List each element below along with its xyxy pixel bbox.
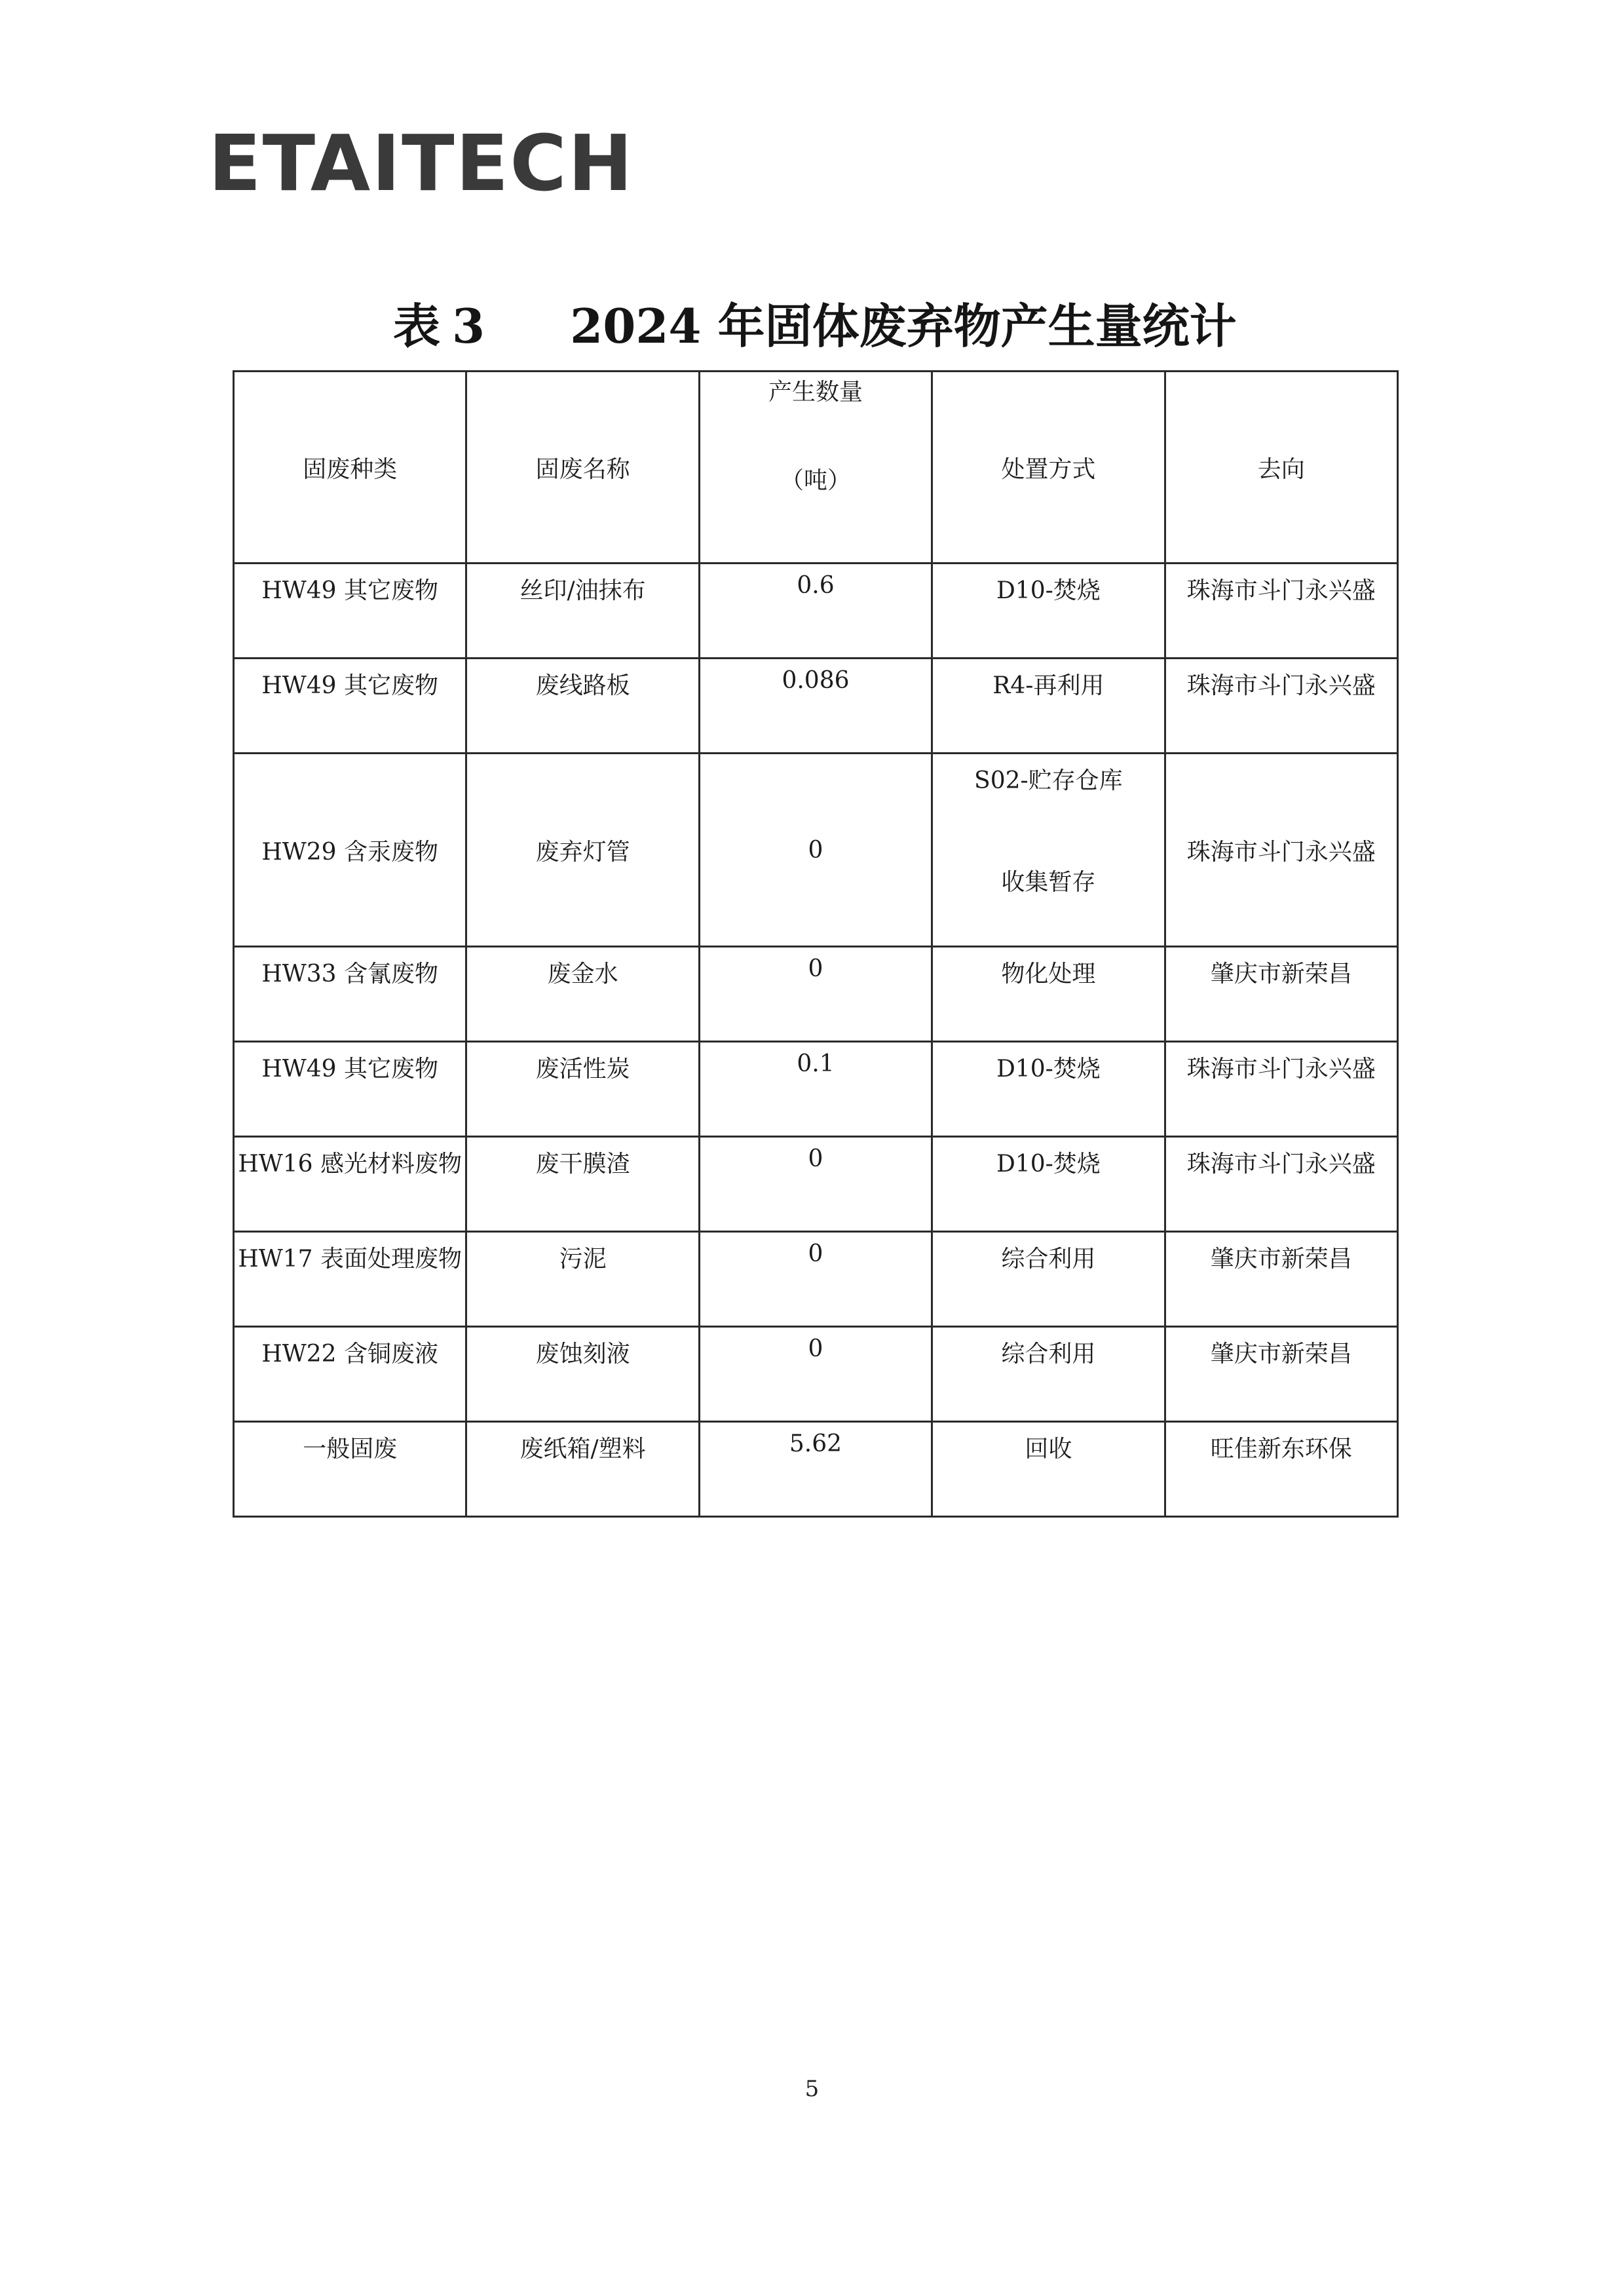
table-caption-number: 3	[452, 298, 485, 354]
cell-destination: 珠海市斗门永兴盛	[1165, 659, 1397, 754]
cell-method: D10-焚烧	[932, 1137, 1165, 1232]
cell-quantity: 0	[699, 1232, 932, 1327]
cell-category: HW33 含氰废物	[234, 947, 466, 1042]
cell-destination: 肇庆市新荣昌	[1165, 947, 1397, 1042]
cell-name: 废线路板	[466, 659, 699, 754]
cell-name: 废蚀刻液	[466, 1327, 699, 1422]
cell-destination: 旺佳新东环保	[1165, 1422, 1397, 1517]
table-caption	[393, 298, 1237, 354]
cell-name: 废纸箱/塑料	[466, 1422, 699, 1517]
table-row	[234, 947, 1398, 1042]
cell-method: D10-焚烧	[932, 1042, 1165, 1137]
cell-method: D10-焚烧	[932, 564, 1165, 659]
table-row	[234, 1042, 1398, 1137]
cell-method: 物化处理	[932, 947, 1165, 1042]
cell-category: HW17 表面处理废物	[234, 1232, 466, 1327]
cell-destination: 肇庆市新荣昌	[1165, 1327, 1397, 1422]
cell-category: HW29 含汞废物	[234, 754, 466, 947]
cell-name: 废干膜渣	[466, 1137, 699, 1232]
cell-name: 废活性炭	[466, 1042, 699, 1137]
cell-method-line1: S02-贮存仓库	[974, 767, 1123, 794]
waste-statistics-table	[233, 370, 1399, 1518]
cell-name: 丝印/油抹布	[466, 564, 699, 659]
cell-category: HW49 其它废物	[234, 659, 466, 754]
cell-quantity: 0	[699, 1327, 932, 1422]
table-caption-text: 2024 年固体废弃物产生量统计	[570, 298, 1237, 354]
cell-category: HW49 其它废物	[234, 564, 466, 659]
cell-category: HW16 感光材料废物	[234, 1137, 466, 1232]
cell-destination: 珠海市斗门永兴盛	[1165, 564, 1397, 659]
cell-quantity: 0	[699, 947, 932, 1042]
cell-method: 综合利用	[932, 1327, 1165, 1422]
table-row	[234, 659, 1398, 754]
company-logo: ETAITECH	[208, 118, 634, 208]
cell-destination: 肇庆市新荣昌	[1165, 1232, 1397, 1327]
table-caption-label: 表	[393, 298, 441, 354]
cell-quantity: 0.1	[699, 1042, 932, 1137]
header-quantity-unit: （吨）	[780, 467, 851, 494]
page-number: 5	[804, 2076, 820, 2102]
cell-destination: 珠海市斗门永兴盛	[1165, 754, 1397, 947]
cell-quantity: 0.6	[699, 564, 932, 659]
cell-quantity: 0.086	[699, 659, 932, 754]
cell-method	[932, 754, 1165, 947]
cell-name: 废金水	[466, 947, 699, 1042]
table-row	[234, 754, 1398, 947]
table-row	[234, 564, 1398, 659]
cell-method: 回收	[932, 1422, 1165, 1517]
cell-category: HW49 其它废物	[234, 1042, 466, 1137]
cell-name: 废弃灯管	[466, 754, 699, 947]
cell-category: 一般固废	[234, 1422, 466, 1517]
cell-method: 综合利用	[932, 1232, 1165, 1327]
cell-category: HW22 含铜废液	[234, 1327, 466, 1422]
table-row	[234, 1232, 1398, 1327]
header-destination: 去向	[1165, 372, 1397, 564]
table-row	[234, 1327, 1398, 1422]
header-quantity	[699, 372, 932, 564]
cell-destination: 珠海市斗门永兴盛	[1165, 1042, 1397, 1137]
header-name: 固废名称	[466, 372, 699, 564]
cell-quantity: 0	[699, 754, 932, 947]
cell-name: 污泥	[466, 1232, 699, 1327]
table-row	[234, 1137, 1398, 1232]
header-category: 固废种类	[234, 372, 466, 564]
cell-method: R4-再利用	[932, 659, 1165, 754]
header-method: 处置方式	[932, 372, 1165, 564]
table-row	[234, 1422, 1398, 1517]
table-header-row	[234, 372, 1398, 564]
cell-quantity: 5.62	[699, 1422, 932, 1517]
cell-destination: 珠海市斗门永兴盛	[1165, 1137, 1397, 1232]
header-quantity-label: 产生数量	[768, 379, 863, 406]
cell-quantity: 0	[699, 1137, 932, 1232]
cell-method-line2: 收集暂存	[1001, 869, 1096, 896]
